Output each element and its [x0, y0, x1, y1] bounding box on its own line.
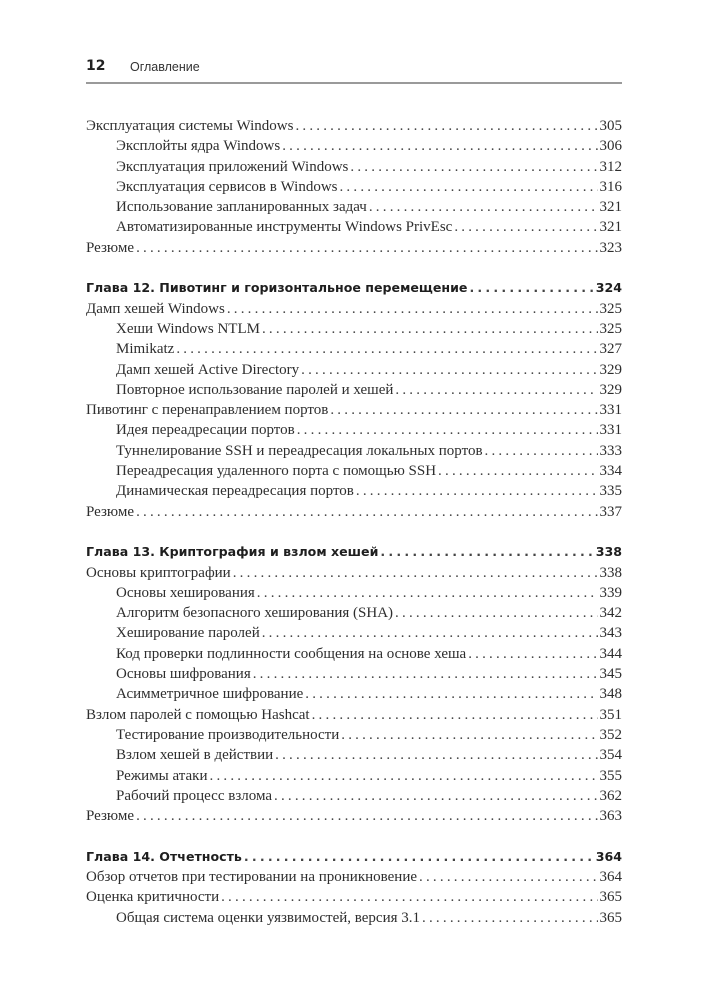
toc-entry: Mimikatz ..... 327: [86, 339, 622, 359]
toc-entry: Идея переадресации портов ..... 331: [86, 420, 622, 440]
toc-entry: Основы шифрования ..... 345: [86, 664, 622, 684]
toc-entry: Взлом паролей с помощью Hashcat ..... 351: [86, 705, 622, 725]
toc-entry: Основы хеширования ..... 339: [86, 583, 622, 603]
toc-entry: Пивотинг с перенаправлением портов ..... 331: [86, 400, 622, 420]
toc-chapter-14: [86, 847, 622, 928]
chapter-heading: Глава 13. Криптография и взлом хешей ..... 338: [86, 542, 622, 562]
toc-entry: Повторное использование паролей и хешей ..... 329: [86, 380, 622, 400]
toc-section: [86, 116, 622, 258]
toc-entry: Эксплойты ядра Windows ..... 306: [86, 136, 622, 156]
toc-entry: Эксплуатация системы Windows ..... 305: [86, 116, 622, 136]
chapter-heading: Глава 14. Отчетность ..... 364: [86, 847, 622, 867]
toc-chapter-13: [86, 542, 622, 826]
toc-entry: Дамп хешей Windows ..... 325: [86, 299, 622, 319]
toc-entry: Обзор отчетов при тестировании на проникновение ..... 364: [86, 867, 622, 887]
toc-entry: Рабочий процесс взлома ..... 362: [86, 786, 622, 806]
toc-entry: Резюме ..... 337: [86, 502, 622, 522]
toc-entry: Туннелирование SSH и переадресация локальных портов ..... 333: [86, 441, 622, 461]
toc-entry: Хеши Windows NTLM ..... 325: [86, 319, 622, 339]
running-title: Оглавление: [130, 60, 200, 74]
toc-entry: Эксплуатация сервисов в Windows ..... 316: [86, 177, 622, 197]
toc-entry: Режимы атаки ..... 355: [86, 766, 622, 786]
toc-entry: Динамическая переадресация портов ..... 335: [86, 481, 622, 501]
toc-entry: Дамп хешей Active Directory ..... 329: [86, 360, 622, 380]
toc-entry: Основы криптографии ..... 338: [86, 563, 622, 583]
toc-entry: Автоматизированные инструменты Windows PrivEsc ..... 321: [86, 217, 622, 237]
toc-entry: Оценка критичности ..... 365: [86, 887, 622, 907]
toc-entry: Хеширование паролей ..... 343: [86, 623, 622, 643]
page-number: 12: [86, 58, 106, 74]
page-header: [86, 58, 622, 84]
toc-entry: Код проверки подлинности сообщения на основе хеша ..... 344: [86, 644, 622, 664]
toc-entry: Резюме ..... 323: [86, 238, 622, 258]
toc-entry: Алгоритм безопасного хеширования (SHA) ..... 342: [86, 603, 622, 623]
toc-entry: Эксплуатация приложений Windows ..... 312: [86, 157, 622, 177]
table-of-contents: [86, 116, 622, 948]
toc-entry: Взлом хешей в действии ..... 354: [86, 745, 622, 765]
toc-entry: Использование запланированных задач ..... 321: [86, 197, 622, 217]
toc-entry: Общая система оценки уязвимостей, версия 3.1 ..... 365: [86, 908, 622, 928]
toc-entry: Переадресация удаленного порта с помощью SSH ..... 334: [86, 461, 622, 481]
chapter-heading: Глава 12. Пивотинг и горизонтальное перемещение ..... 324: [86, 278, 622, 298]
toc-entry: Резюме ..... 363: [86, 806, 622, 826]
toc-chapter-12: [86, 278, 622, 522]
toc-entry: Тестирование производительности ..... 352: [86, 725, 622, 745]
toc-entry: Асимметричное шифрование ..... 348: [86, 684, 622, 704]
